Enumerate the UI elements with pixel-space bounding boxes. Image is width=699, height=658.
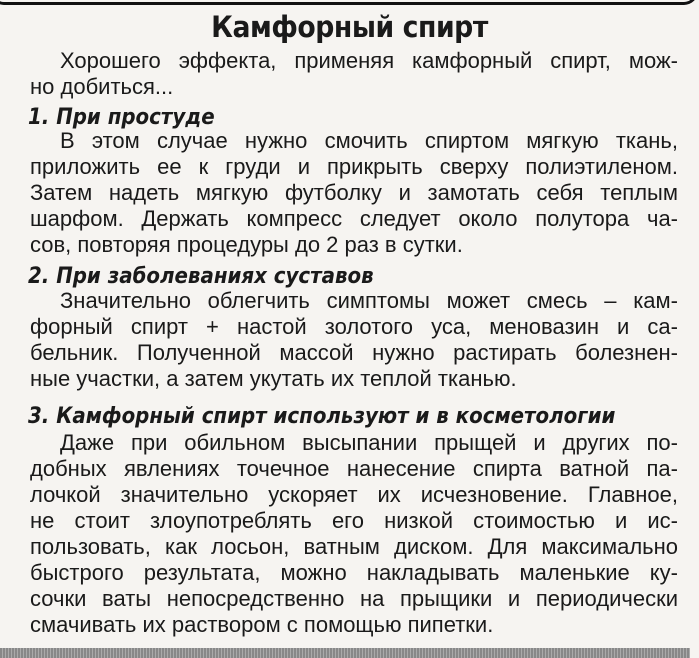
text-line: сочки ваты непосредственно на прыщики и периодически [30,586,678,611]
text-line: сов, повторяя процедуры до 2 раз в сутки. [30,232,463,257]
section-heading: 2. При заболеваниях суставов [28,264,374,289]
top-frame-border [0,0,698,5]
section-heading: 3. Камфорный спирт используют и в косметологии [28,404,616,429]
text-line: форный спирт + настой золотого уса, меновазин и са- [30,314,678,339]
intro-line: но добиться... [30,74,174,99]
text-line: Значительно облегчить симптомы может смесь – кам- [60,288,678,313]
text-line: шарфом. Держать компресс следует около полутора ча- [30,206,678,231]
text-line: быстрого результата, можно накладывать маленькие ку- [30,560,678,585]
text-line: ные участки, а затем укутать их теплой тканью. [30,366,517,391]
text-line: смачивать их раствором с помощью пипетки. [30,612,494,637]
bottom-divider [0,648,690,658]
text-line: Даже при обильном высыпании прыщей и других по- [60,430,678,455]
intro-line: Хорошего эффекта, применяя камфорный спирт, мож- [60,48,678,73]
text-line: добных явлениях точечное нанесение спирта ватной па- [30,456,678,481]
text-line: лочкой значительно ускоряет их исчезновение. Главное, [30,482,678,507]
text-line: приложить ее к груди и прикрыть сверху полиэтиленом. [30,154,678,179]
text-line: бельник. Полученной массой нужно растирать болезнен- [30,340,678,365]
text-line: В этом случае нужно смочить спиртом мягкую ткань, [60,128,678,153]
section-heading: 1. При простуде [28,105,215,130]
article-title: Камфорный спирт [211,10,488,44]
text-line: пользовать, как лосьон, ватным диском. Для максимально [30,534,678,559]
text-line: Затем надеть мягкую футболку и замотать себя теплым [30,180,678,205]
text-line: не стоит злоупотреблять его низкой стоимостью и ис- [30,508,678,533]
